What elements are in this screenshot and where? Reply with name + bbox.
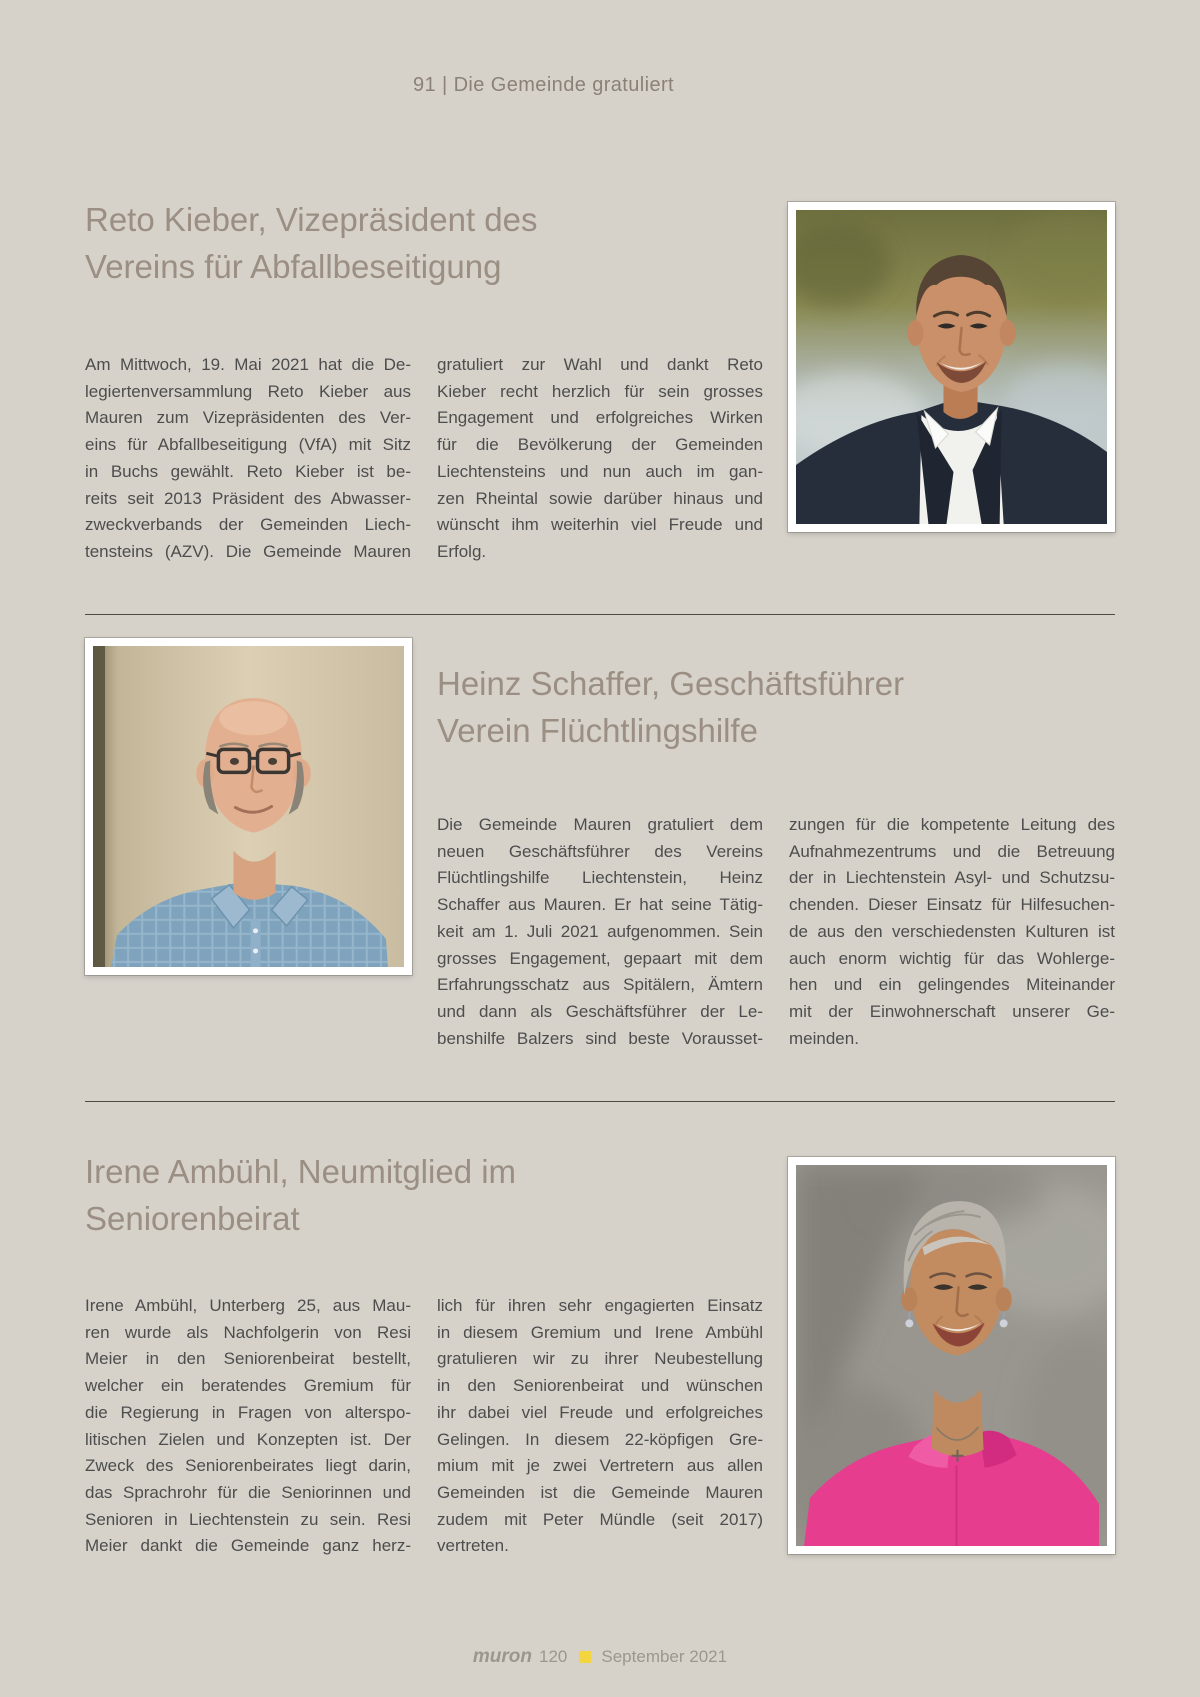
text-line: Seniorenbeirat xyxy=(85,1200,300,1237)
text-line: Vereins für Abfallbeseitigung xyxy=(85,248,502,285)
text-line: eins für Abfallbeseitigung (VfA) mit Sitz xyxy=(85,435,411,455)
text-line: Heinz Schaffer, Geschäftsführer xyxy=(437,665,905,702)
text-line: Senioren in Liechtenstein zu sein. Resi xyxy=(85,1509,411,1529)
text-line: mit der Einwohnerschaft unserer Ge- xyxy=(789,1001,1115,1021)
portrait-man-glasses-illustration xyxy=(93,646,404,967)
text-line: Erfolg. xyxy=(437,541,487,561)
article-title-irene-ambuehl xyxy=(85,1148,745,1242)
article-title-reto-kieber xyxy=(85,196,745,290)
text-line: gratulieren wir zu ihrer Neubestellung xyxy=(437,1349,763,1369)
text-line: hen und ein gelingendes Miteinander xyxy=(789,975,1115,995)
page-number: 91 xyxy=(413,74,437,96)
text-line: Irene Ambühl, Unterberg 25, aus Mau- xyxy=(85,1296,411,1315)
article1-column2 xyxy=(437,352,763,566)
header-separator: | xyxy=(442,74,448,96)
text-line: ren wurde als Nachfolgerin von Resi xyxy=(85,1322,411,1342)
text-line: Aufnahmezentrums und die Betreuung xyxy=(789,841,1115,861)
text-line: litischen Zielen und Konzepten ist. Der xyxy=(85,1429,411,1449)
text-line: in diesem Gremium und Irene Ambühl xyxy=(437,1322,763,1342)
text-line: in Buchs gewählt. Reto Kieber ist be- xyxy=(85,461,411,481)
article3-column2 xyxy=(437,1293,763,1560)
text-line: mium mit je zwei Vertretern aus allen xyxy=(437,1456,763,1476)
text-line: meinden. xyxy=(789,1028,859,1048)
text-line: keit am 1. Juli 2021 aufgenommen. Sein xyxy=(437,921,763,941)
text-line: Mauren zum Vizepräsidenten des Ver- xyxy=(85,408,411,428)
text-line: in den Seniorenbeirat und wünschen xyxy=(437,1376,763,1396)
text-line: und dann als Geschäftsführer der Le- xyxy=(437,1001,763,1021)
text-line: reits seit 2013 Präsident des Abwasser- xyxy=(85,488,411,508)
text-line: neuen Geschäftsführer des Vereins xyxy=(437,841,763,861)
text-line: wünscht ihm weiterhin viel Freude und xyxy=(437,515,763,535)
magazine-name: muron xyxy=(472,1646,533,1667)
text-line: gratuliert zur Wahl und dankt Reto xyxy=(437,355,763,374)
text-line: ihr dabei viel Freude und erfolgreiches xyxy=(437,1402,763,1422)
text-line: Gemeinden ist die Gemeinde Mauren xyxy=(437,1482,763,1502)
text-line: Die Gemeinde Mauren gratuliert dem xyxy=(437,815,763,834)
text-line: zudem mit Peter Mündle (seit 2017) xyxy=(437,1509,763,1529)
portrait-woman-pink-illustration xyxy=(796,1165,1107,1546)
text-line: vertreten. xyxy=(437,1536,509,1556)
text-line: Meier dankt die Gemeinde ganz herz- xyxy=(85,1536,411,1556)
article1-column1 xyxy=(85,352,411,566)
article3-column1 xyxy=(85,1293,411,1560)
article2-column2 xyxy=(789,812,1115,1052)
issue-date: September 2021 xyxy=(601,1647,728,1666)
yellow-square-icon xyxy=(579,1651,591,1663)
text-line: Flüchtlingshilfe Liechtenstein, Heinz xyxy=(437,868,763,888)
text-line: Engagement und erfolgreiches Wirken xyxy=(437,408,763,428)
text-line: Kieber recht herzlich für sein grosses xyxy=(437,381,763,401)
text-line: Meier in den Seniorenbeirat bestellt, xyxy=(85,1349,411,1369)
text-line: grosses Engagement, gepaart mit dem xyxy=(437,948,763,968)
text-line: zen Rheintal sowie darüber hinaus und xyxy=(437,488,763,508)
article-title-heinz-schaffer xyxy=(437,660,1117,754)
text-line: Erfahrungsschatz aus Spitälern, Ämtern xyxy=(437,975,763,995)
text-line: zweckverbands der Gemeinden Liech- xyxy=(85,515,411,535)
text-line: die Regierung in Fragen von alterspo- xyxy=(85,1402,411,1422)
text-line: legiertenversammlung Reto Kieber aus xyxy=(85,381,411,401)
photo-heinz-schaffer xyxy=(85,638,412,975)
text-line: Liechtensteins und nun auch im gan- xyxy=(437,461,763,481)
text-line: das Sprachrohr für die Seniorinnen und xyxy=(85,1482,411,1502)
text-line: Reto Kieber, Vizepräsident des xyxy=(85,201,538,238)
text-line: für die Bevölkerung der Gemeinden xyxy=(437,435,763,455)
text-line: welcher ein beratendes Gremium für xyxy=(85,1376,411,1396)
page-footer xyxy=(0,1646,1200,1668)
text-line: benshilfe Balzers sind beste Vorausset- xyxy=(437,1028,763,1048)
text-line: auch enorm wichtig für das Wohlerge- xyxy=(789,948,1115,968)
text-line: tensteins (AZV). Die Gemeinde Mauren xyxy=(85,541,411,561)
photo-reto-kieber xyxy=(788,202,1115,532)
portrait-man-suit-illustration xyxy=(796,210,1107,524)
text-line: lich für ihren sehr engagierten Einsatz xyxy=(437,1296,763,1315)
section-title: Die Gemeinde gratuliert xyxy=(453,74,675,96)
text-line: Zweck des Seniorenbeirates liegt darin, xyxy=(85,1456,411,1476)
text-line: Irene Ambühl, Neumitglied im xyxy=(85,1153,517,1190)
page-header xyxy=(413,74,674,97)
issue-number: 120 xyxy=(539,1647,568,1666)
text-line: der in Liechtenstein Asyl- und Schutzsu- xyxy=(789,868,1115,888)
section-divider xyxy=(85,1101,1115,1102)
text-line: zungen für die kompetente Leitung des xyxy=(789,815,1115,834)
article2-column1 xyxy=(437,812,763,1052)
text-line: Verein Flüchtlingshilfe xyxy=(437,712,759,749)
text-line: chenden. Dieser Einsatz für Hilfesuchen- xyxy=(789,895,1115,915)
text-line: de aus den verschiedensten Kulturen ist xyxy=(789,921,1115,941)
text-line: Am Mittwoch, 19. Mai 2021 hat die De- xyxy=(85,355,411,374)
section-divider xyxy=(85,614,1115,615)
photo-irene-ambuehl xyxy=(788,1157,1115,1554)
text-line: Schaffer aus Mauren. Er hat seine Tätig- xyxy=(437,895,763,915)
text-line: Gelingen. In diesem 22-köpfigen Gre- xyxy=(437,1429,763,1449)
